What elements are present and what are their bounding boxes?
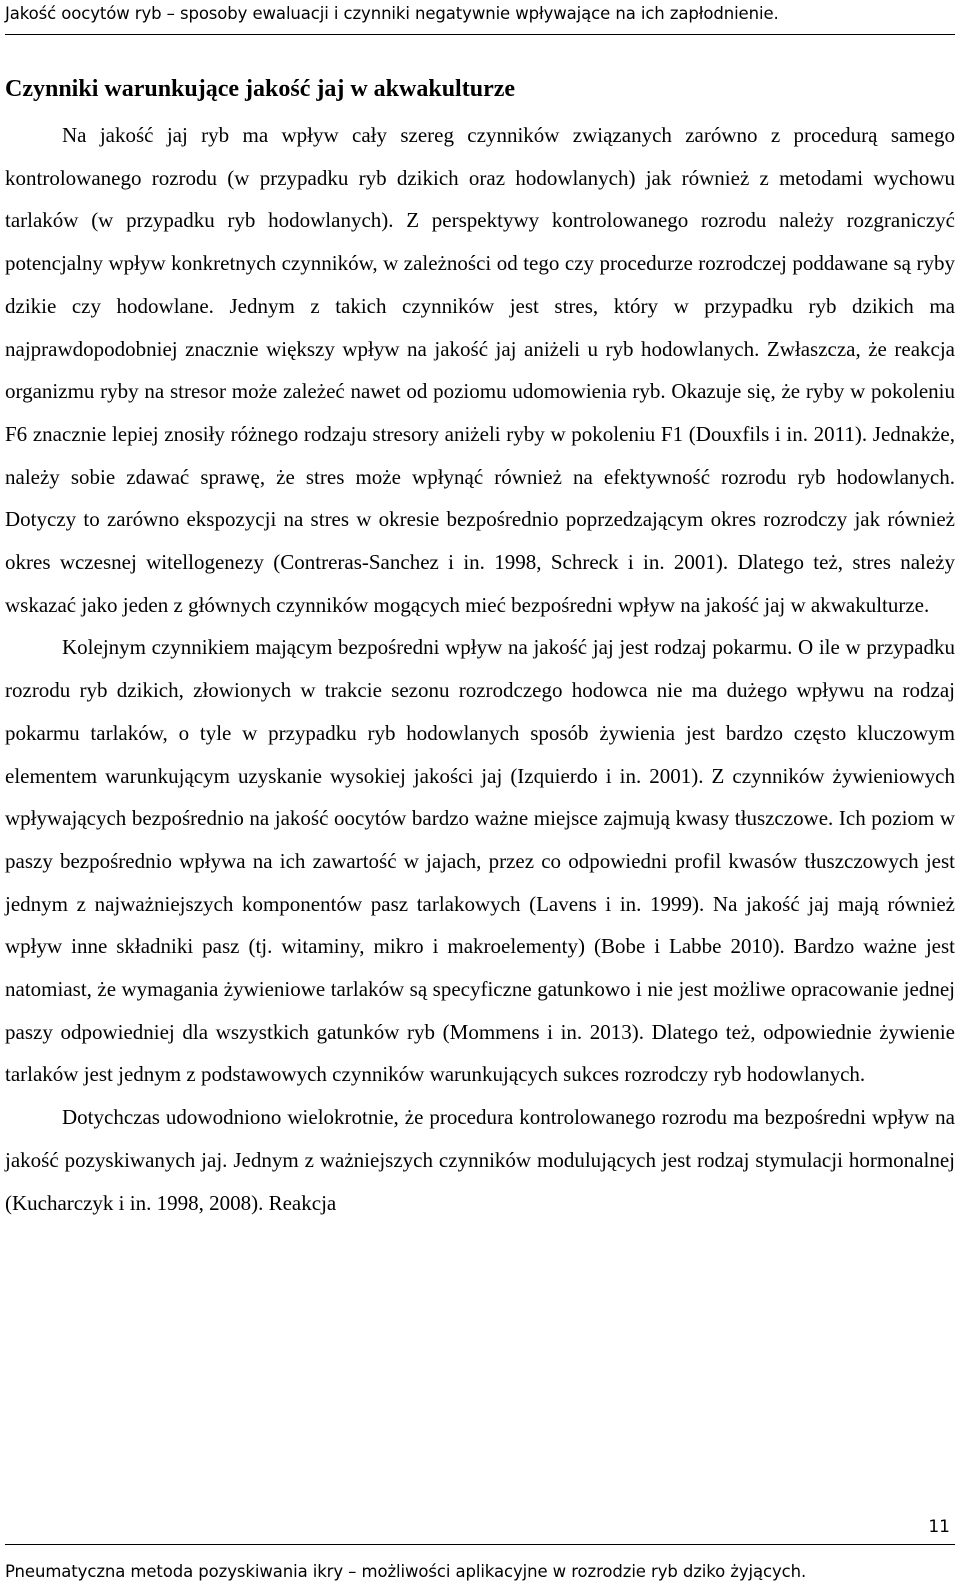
page-number: 11 — [928, 1517, 950, 1537]
paragraph-stress: Na jakość jaj ryb ma wpływ cały szereg czynników związanych zarówno z procedurą samego kontrolowanego rozrodu (w przypadku ryb dzikich oraz hodowlanych) jak również z metodami wychowu tarlaków (w przypadku ryb hodowlanych). Z perspektywy kontrolowanego rozrodu należy rozgraniczyć potencjalny wpływ konkretnych czynników, w zależności od tego czy procedurze rozrodczej poddawane są ryby dzikie czy hodowlane. Jednym z takich czynników jest stres, który w przypadku ryb dzikich ma najprawdopodobniej znacznie większy wpływ na jakość jaj aniżeli u ryb hodowlanych. Zwłaszcza, że reakcja organizmu ryby na stresor może zależeć nawet od poziomu udomowienia ryb. Okazuje się, że ryby w pokoleniu F6 znacznie lepiej znosiły różnego rodzaju stresory aniżeli ryby w pokoleniu F1 (Douxfils i in. 2011). Jednakże, należy sobie zdawać sprawę, że stres może wpłynąć również na efektywność rozrodu ryb hodowlanych. Dotyczy to zarówno ekspozycji na stres w okresie bezpośrednio poprzedzającym okres rozrodczy jak również okres wczesnej witellogenezy (Contreras-Sanchez i in. 1998, Schreck i in. 2001). Dlatego też, stres należy wskazać jako jeden z głównych czynników mogących mieć bezpośredni wpływ na jakość jaj w akwakulturze. — [5, 123, 955, 617]
paragraph-hormonal-stimulation: Dotychczas udowodniono wielokrotnie, że procedura kontrolowanego rozrodu ma bezpośredni wpływ na jakość pozyskiwanych jaj. Jednym z ważniejszych czynników modulujących jest rodzaj stymulacji hormonalnej (Kucharczyk i in. 1998, 2008). Reakcja — [5, 1105, 955, 1215]
footer-divider — [5, 1544, 955, 1545]
running-header: Jakość oocytów ryb – sposoby ewaluacji i czynniki negatywnie wpływające na ich zapłodnienie. — [5, 4, 779, 23]
running-footer: Pneumatyczna metoda pozyskiwania ikry – możliwości aplikacyjne w rozrodzie ryb dziko żyjących. — [5, 1562, 807, 1581]
header-divider — [5, 34, 955, 35]
body-text — [5, 114, 955, 1224]
section-heading: Czynniki warunkujące jakość jaj w akwakulturze — [5, 76, 516, 102]
paragraph-feeding: Kolejnym czynnikiem mającym bezpośredni wpływ na jakość jaj jest rodzaj pokarmu. O ile w przypadku rozrodu ryb dzikich, złowionych w trakcie sezonu rozrodczego hodowca nie ma dużego wpływu na rodzaj pokarmu tarlaków, o tyle w przypadku ryb hodowlanych sposób żywienia jest bardzo często kluczowym elementem warunkującym uzyskanie wysokiej jakości jaj (Izquierdo i in. 2001). Z czynników żywieniowych wpływających bezpośrednio na jakość oocytów bardzo ważne miejsce zajmują kwasy tłuszczowe. Ich poziom w paszy bezpośrednio wpływa na ich zawartość w jajach, przez co odpowiedni profil kwasów tłuszczowych jest jednym z najważniejszych komponentów pasz tarlakowych (Lavens i in. 1999). Na jakość jaj mają również wpływ inne składniki pasz (tj. witaminy, mikro i makroelementy) (Bobe i Labbe 2010). Bardzo ważne jest natomiast, że wymagania żywieniowe tarlaków są specyficzne gatunkowo i nie jest możliwe opracowanie jednej paszy odpowiedniej dla wszystkich gatunków ryb (Mommens i in. 2013). Dlatego też, odpowiednie żywienie tarlaków jest jednym z podstawowych czynników warunkujących sukces rozrodczy ryb hodowlanych. — [5, 635, 955, 1087]
